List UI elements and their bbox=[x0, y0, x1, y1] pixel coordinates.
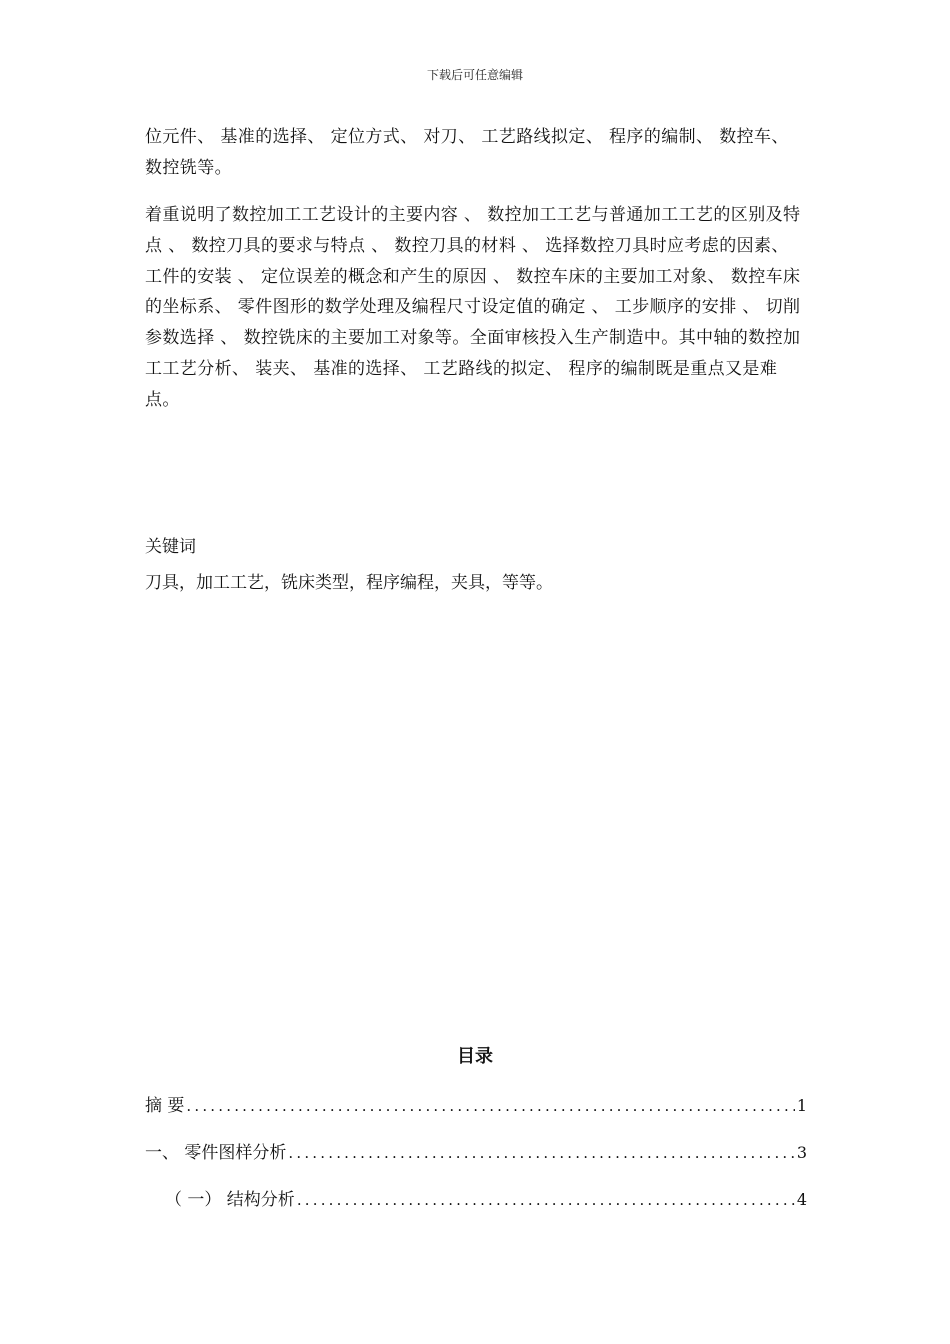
toc-title: 目录 bbox=[457, 1046, 493, 1067]
toc-leader-dots bbox=[186, 1093, 794, 1119]
toc-entry-page: 4 bbox=[796, 1190, 807, 1209]
toc-entry-label: （ 一） 结构分析 bbox=[165, 1190, 295, 1210]
toc-entry-part-drawing-analysis[interactable] bbox=[145, 1140, 807, 1166]
toc-entry-structure-analysis[interactable] bbox=[165, 1187, 807, 1213]
toc-leader-dots bbox=[288, 1140, 794, 1166]
page-header-note: 下载后可任意编辑 bbox=[426, 68, 523, 82]
toc-entry-page: 1 bbox=[796, 1096, 807, 1115]
keywords-text: 刀具，加工工艺，铣床类型，程序编程，夹具，等等。 bbox=[145, 573, 553, 593]
toc-entry-abstract[interactable] bbox=[145, 1093, 807, 1119]
toc-entry-label: 一、 零件图样分析 bbox=[145, 1143, 287, 1163]
toc-entry-label: 摘 要 bbox=[145, 1096, 185, 1116]
body-paragraph-2: 着重说明了数控加工工艺设计的主要内容 、 数控加工工艺与普通加工工艺的区别及特点 、 数控刀具的要求与特点 、 数控刀具的材料 、 选择数控刀具时应考虑的因素、 工件的安装 、 定位误差的概念和产生的原因 、 数控车床的主要加工对象、 数控车床的坐标系、 零件图形的数学处理及编程尺寸设定值的确定 、 工步顺序的安排 、 切削参数选择 、 数控铣床的主要加工对象等。全面审核投入生产制造中。其中轴的数控加工工艺分析、 装夹、 基准的选择、 工艺路线的拟定、 程序的编制既是重点又是难点。 bbox=[145, 205, 801, 410]
body-paragraph-1: 位元件、 基准的选择、 定位方式、 对刀、 工艺路线拟定、 程序的编制、 数控车、 数控铣等。 bbox=[145, 127, 789, 178]
toc-entry-page: 3 bbox=[796, 1143, 807, 1162]
toc-leader-dots bbox=[297, 1187, 795, 1213]
keywords-heading: 关键词 bbox=[145, 537, 196, 557]
